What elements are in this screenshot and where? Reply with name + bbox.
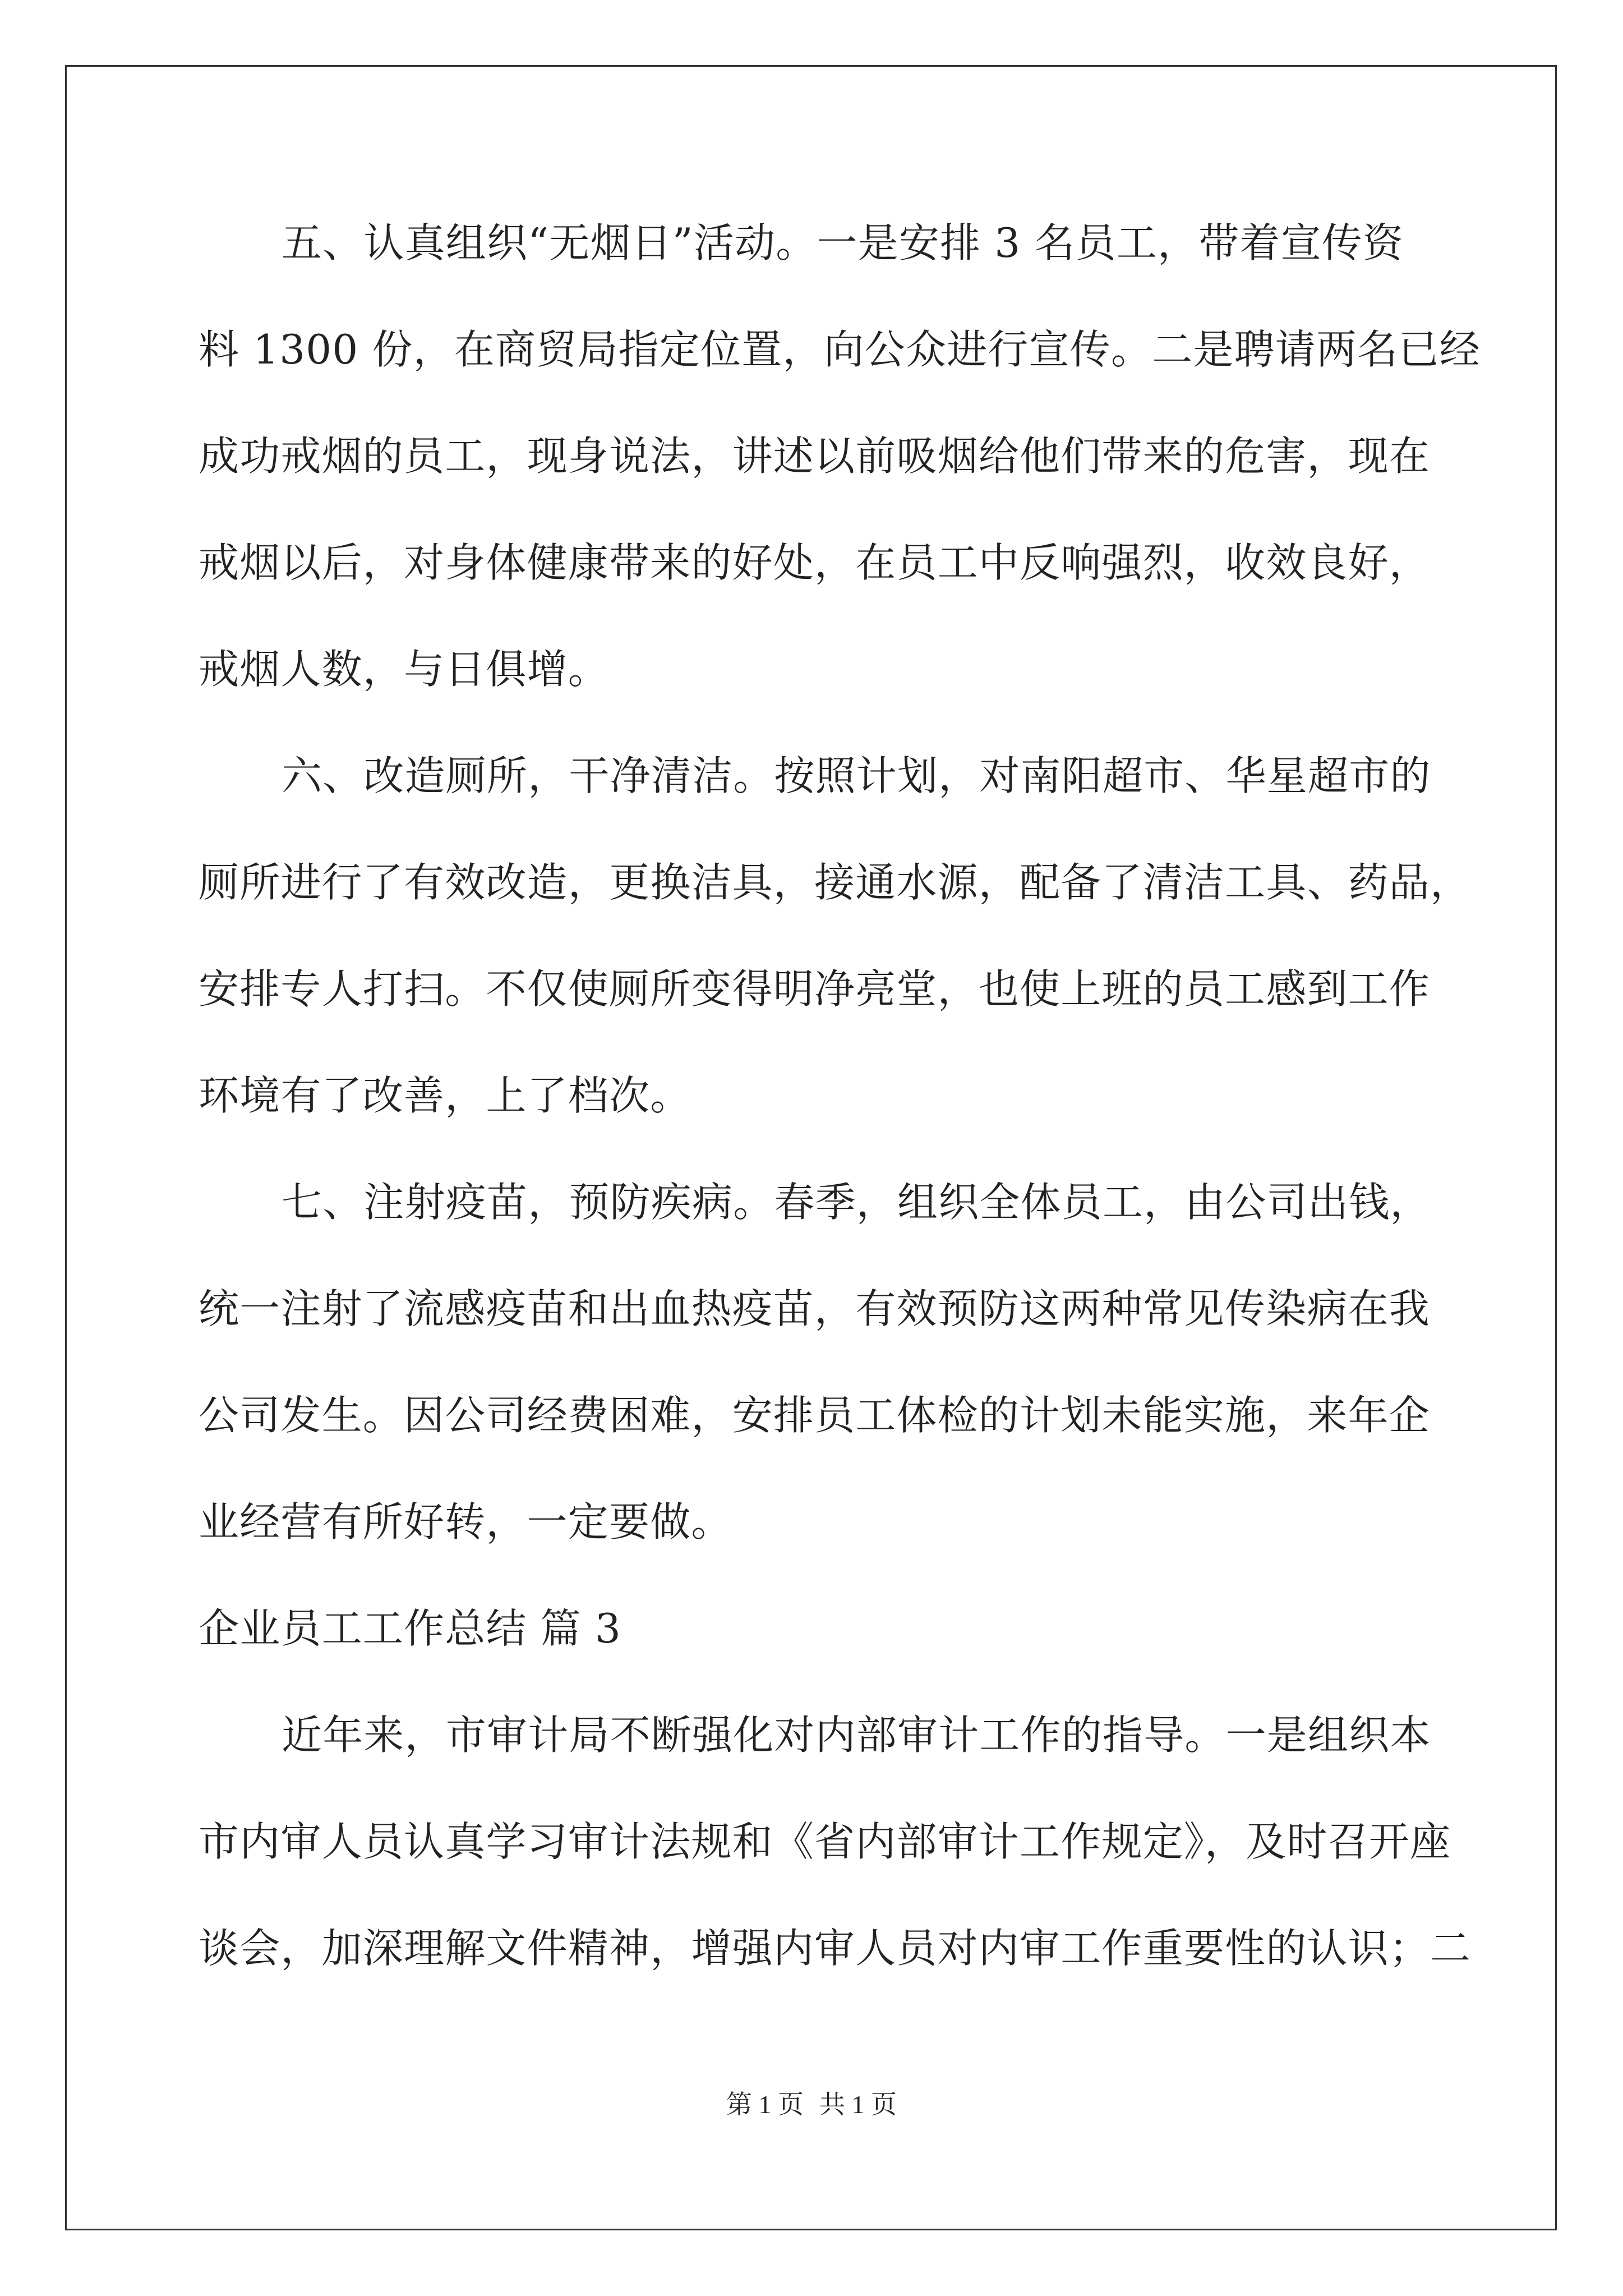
paragraph-5-line-1: 五、认真组织“无烟日”活动。一是安排 3 名员工，带着宣传资 xyxy=(282,219,1404,266)
paragraph-6-line-1: 六、改造厕所，干净清洁。按照计划，对南阳超市、华星超市的 xyxy=(282,752,1431,799)
paragraph-5-line-5: 戒烟人数，与日俱增。 xyxy=(199,646,610,693)
paragraph-7-line-3: 公司发生。因公司经费困难，安排员工体检的计划未能实施，来年企 xyxy=(199,1392,1431,1439)
paragraph-6-line-3: 安排专人打扫。不仅使厕所变得明净亮堂，也使上班的员工感到工作 xyxy=(199,965,1431,1013)
paragraph-section3-line-1: 近年来，市审计局不断强化对内部审计工作的指导。一是组织本 xyxy=(282,1711,1431,1759)
paragraph-6-line-4: 环境有了改善，上了档次。 xyxy=(199,1072,691,1119)
page-footer xyxy=(0,2088,1623,2122)
page-number: 第 1 页 xyxy=(726,2090,804,2119)
paragraph-7-line-4: 业经营有所好转，一定要做。 xyxy=(199,1498,732,1545)
paragraph-section3-line-2: 市内审人员认真学习审计法规和《省内部审计工作规定》，及时召开座 xyxy=(199,1818,1451,1865)
paragraph-section3-line-3: 谈会，加深理解文件精神，增强内审人员对内审工作重要性的认识；二 xyxy=(199,1925,1472,1972)
paragraph-6-line-2: 厕所进行了有效改造，更换洁具，接通水源，配备了清洁工具、药品， xyxy=(199,859,1472,906)
page-border xyxy=(65,65,1557,2230)
paragraph-5-line-4: 戒烟以后，对身体健康带来的好处，在员工中反响强烈，收效良好， xyxy=(199,539,1431,586)
section-heading: 企业员工工作总结 篇 3 xyxy=(199,1605,621,1652)
paragraph-5-line-3: 成功戒烟的员工，现身说法，讲述以前吸烟给他们带来的危害，现在 xyxy=(199,432,1431,480)
paragraph-7-line-1: 七、注射疫苗，预防疾病。春季，组织全体员工，由公司出钱， xyxy=(282,1179,1431,1226)
paragraph-7-line-2: 统一注射了流感疫苗和出血热疫苗，有效预防这两种常见传染病在我 xyxy=(199,1285,1431,1332)
paragraph-5-line-2: 料 1300 份，在商贸局指定位置，向公众进行宣传。二是聘请两名已经 xyxy=(199,326,1481,373)
page-total: 共 1 页 xyxy=(819,2090,897,2119)
